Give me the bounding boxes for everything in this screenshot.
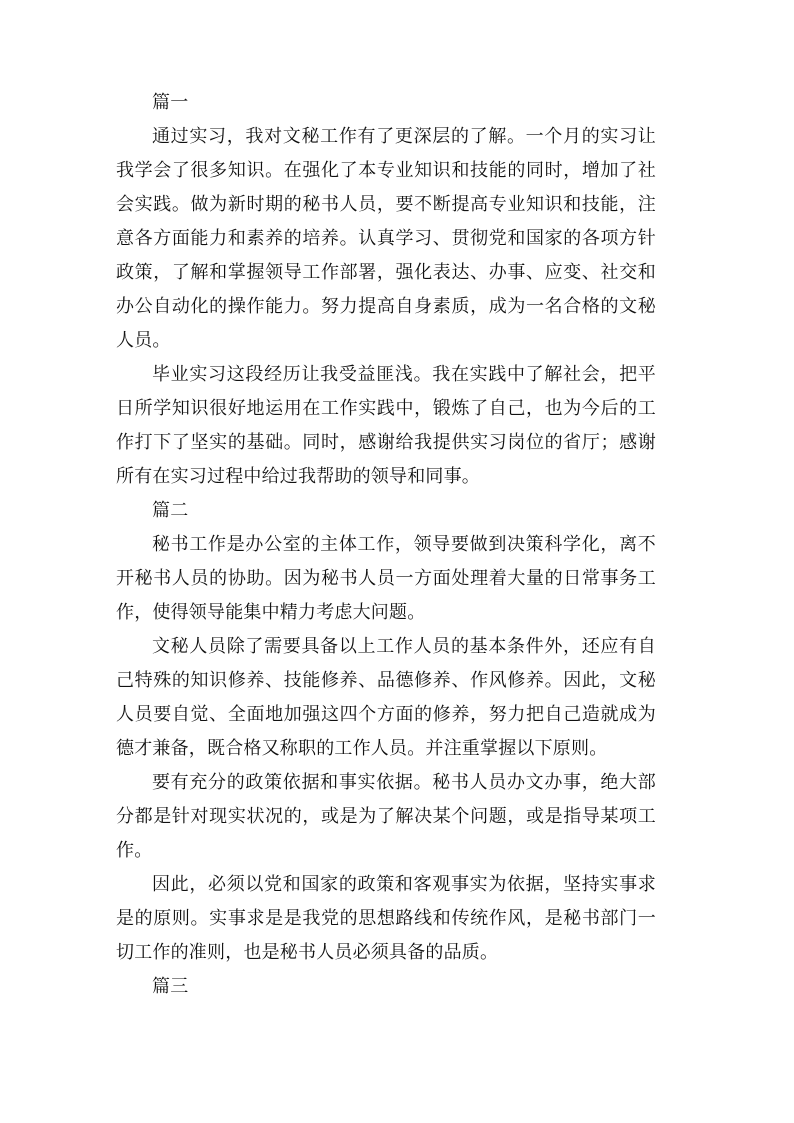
paragraph: 毕业实习这段经历让我受益匪浅。我在实践中了解社会，把平日所学知识很好地运用在工作实践中，锻炼了自己，也为今后的工作打下了坚实的基础。同时，感谢给我提供实习岗位的省厅；感谢所有在实习过程中给过我帮助的领导和同事。: [116, 364, 656, 487]
paragraph: 要有充分的政策依据和事实依据。秘书人员办文办事，绝大部分都是针对现实状况的，或是为了解决某个问题，或是指导某项工作。: [116, 772, 656, 861]
paragraph: 秘书工作是办公室的主体工作，领导要做到决策科学化，离不开秘书人员的协助。因为秘书人员一方面处理着大量的日常事务工作，使得领导能集中精力考虑大问题。: [116, 534, 656, 623]
section-heading: 篇三: [152, 976, 189, 997]
paragraph: 通过实习，我对文秘工作有了更深层的了解。一个月的实习让我学会了很多知识。在强化了本专业知识和技能的同时，增加了社会实践。做为新时期的秘书人员，要不断提高专业知识和技能，注意各方面能力和素养的培养。认真学习、贯彻党和国家的各项方针政策，了解和掌握领导工作部署，强化表达、办事、应变、社交和办公自动化的操作能力。努力提高自身素质，成为一名合格的文秘人员。: [116, 126, 656, 351]
section-heading: 篇一: [152, 92, 189, 113]
paragraph: 文秘人员除了需要具备以上工作人员的基本条件外，还应有自己特殊的知识修养、技能修养、品德修养、作风修养。因此，文秘人员要自觉、全面地加强这四个方面的修养，努力把自己造就成为德才兼备，既合格又称职的工作人员。并注重掌握以下原则。: [116, 636, 656, 759]
section-heading: 篇二: [152, 500, 189, 521]
paragraph: 因此，必须以党和国家的政策和客观事实为依据，坚持实事求是的原则。实事求是是我党的思想路线和传统作风，是秘书部门一切工作的准则，也是秘书人员必须具备的品质。: [116, 874, 656, 963]
document-body: [116, 86, 656, 1004]
